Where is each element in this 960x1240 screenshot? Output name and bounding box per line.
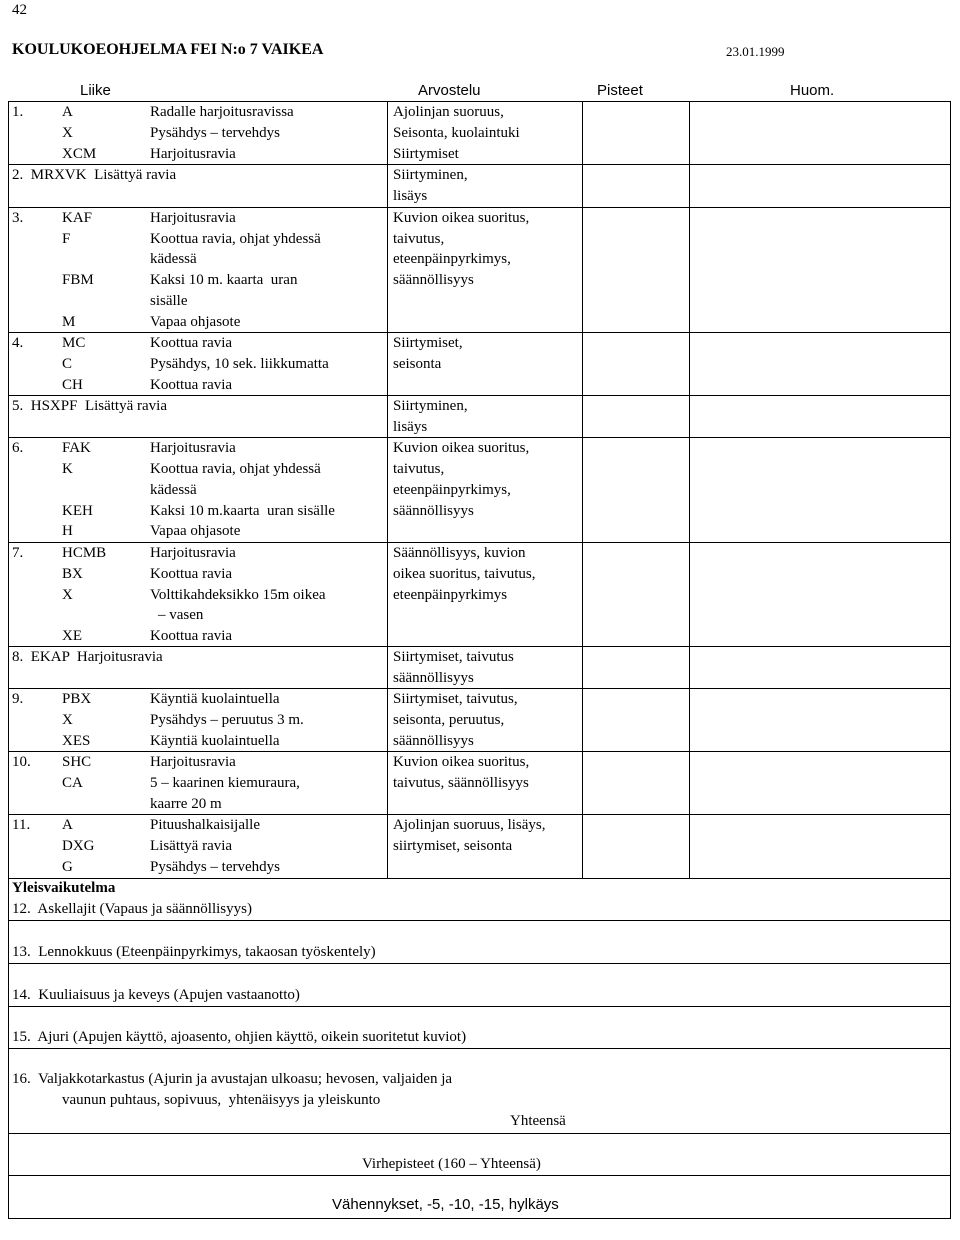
row-11-code: G xyxy=(62,859,73,875)
fault-points-label: Virhepisteet (160 – Yhteensä) xyxy=(362,1156,541,1172)
table-horizontal-rule xyxy=(8,1218,951,1219)
general-heading: Yleisvaikutelma xyxy=(12,880,116,896)
row-11-code: DXG xyxy=(62,838,95,854)
table-vertical-rule xyxy=(387,101,388,878)
page-title: KOULUKOEOHJELMA FEI N:o 7 VAIKEA xyxy=(12,41,324,58)
row-9-number: 9. xyxy=(12,691,24,707)
row-4-code: CH xyxy=(62,377,83,393)
row-3-code: F xyxy=(62,231,71,247)
row-8-criteria: säännöllisyys xyxy=(393,670,474,686)
row-11-movement: Pituushalkaisijalle xyxy=(150,817,260,833)
general-item-16: 16. Valjakkotarkastus (Ajurin ja avustajan ulkoasu; hevosen, valjaiden ja xyxy=(12,1071,453,1087)
row-6-code: KEH xyxy=(62,503,93,519)
header-arvostelu: Arvostelu xyxy=(418,82,481,99)
row-5-line: 5. HSXPF Lisättyä ravia xyxy=(12,398,167,414)
general-item-12: 12. Askellajit (Vapaus ja säännöllisyys) xyxy=(12,901,252,917)
row-6-code: FAK xyxy=(62,440,91,456)
row-4-criteria: Siirtymiset, xyxy=(393,335,463,351)
row-9-criteria: säännöllisyys xyxy=(393,733,474,749)
row-9-code: XES xyxy=(62,733,91,749)
row-1-code: XCM xyxy=(62,146,97,162)
row-1-code: A xyxy=(62,104,73,120)
row-4-movement: Koottua ravia xyxy=(150,377,233,393)
row-11-criteria: Ajolinjan suoruus, lisäys, xyxy=(393,817,546,833)
row-6-movement: Kaksi 10 m.kaarta uran sisälle xyxy=(150,503,335,519)
row-10-criteria: taivutus, säännöllisyys xyxy=(393,775,529,791)
row-3-number: 3. xyxy=(12,210,24,226)
table-vertical-rule xyxy=(950,101,951,878)
header-pisteet: Pisteet xyxy=(597,82,643,99)
row-3-criteria: eteenpäinpyrkimys, xyxy=(393,251,511,267)
row-5-criteria: lisäys xyxy=(393,419,428,435)
row-11-movement: Pysähdys – tervehdys xyxy=(150,859,280,875)
document-date: 23.01.1999 xyxy=(726,44,785,59)
row-3-code: FBM xyxy=(62,272,94,288)
row-11-number: 11. xyxy=(12,817,31,833)
row-10-criteria: Kuvion oikea suoritus, xyxy=(393,754,530,770)
general-item-13: 13. Lennokkuus (Eteenpäinpyrkimys, takaosan työskentely) xyxy=(12,944,376,960)
general-item-15: 15. Ajuri (Apujen käyttö, ajoasento, ohjien käyttö, oikein suoritetut kuviot) xyxy=(12,1029,467,1045)
table-horizontal-rule xyxy=(8,1175,951,1176)
row-6-movement: kädessä xyxy=(150,482,197,498)
row-10-movement: kaarre 20 m xyxy=(150,796,222,812)
row-3-criteria: Kuvion oikea suoritus, xyxy=(393,210,530,226)
row-1-number: 1. xyxy=(12,104,24,120)
row-9-movement: Käyntiä kuolaintuella xyxy=(150,691,280,707)
general-item-16-cont: vaunun puhtaus, sopivuus, yhtenäisyys ja yleiskunto xyxy=(62,1092,381,1108)
row-7-code: BX xyxy=(62,566,83,582)
row-6-criteria: säännöllisyys xyxy=(393,503,474,519)
row-7-movement: Koottua ravia xyxy=(150,566,233,582)
row-3-movement: Vapaa ohjasote xyxy=(150,314,241,330)
row-6-movement: Vapaa ohjasote xyxy=(150,523,241,539)
row-8-criteria: Siirtymiset, taivutus xyxy=(393,649,514,665)
row-6-movement: Harjoitusravia xyxy=(150,440,236,456)
row-6-movement: Koottua ravia, ohjat yhdessä xyxy=(150,461,321,477)
row-1-code: X xyxy=(62,125,73,141)
row-9-movement: Käyntiä kuolaintuella xyxy=(150,733,280,749)
row-3-criteria: säännöllisyys xyxy=(393,272,474,288)
row-7-criteria: Säännöllisyys, kuvion xyxy=(393,545,526,561)
row-3-code: KAF xyxy=(62,210,93,226)
row-6-criteria: taivutus, xyxy=(393,461,445,477)
general-item-14: 14. Kuuliaisuus ja keveys (Apujen vastaanotto) xyxy=(12,987,300,1003)
row-1-criteria: Ajolinjan suoruus, xyxy=(393,104,504,120)
row-3-code: M xyxy=(62,314,76,330)
row-5-criteria: Siirtyminen, xyxy=(393,398,468,414)
table-horizontal-rule xyxy=(8,1133,951,1134)
table-horizontal-rule xyxy=(8,1006,951,1007)
row-7-code: X xyxy=(62,587,73,603)
row-9-movement: Pysähdys – peruutus 3 m. xyxy=(150,712,304,728)
row-2-line: 2. MRXVK Lisättyä ravia xyxy=(12,167,177,183)
row-3-movement: Harjoitusravia xyxy=(150,210,236,226)
row-7-number: 7. xyxy=(12,545,24,561)
row-9-criteria: Siirtymiset, taivutus, xyxy=(393,691,518,707)
row-11-movement: Lisättyä ravia xyxy=(150,838,233,854)
row-7-movement: – vasen xyxy=(158,607,204,623)
row-3-movement: Koottua ravia, ohjat yhdessä xyxy=(150,231,321,247)
row-4-movement: Pysähdys, 10 sek. liikkumatta xyxy=(150,356,329,372)
row-8-line: 8. EKAP Harjoitusravia xyxy=(12,649,163,665)
row-1-criteria: Seisonta, kuolaintuki xyxy=(393,125,520,141)
row-6-criteria: Kuvion oikea suoritus, xyxy=(393,440,530,456)
row-3-criteria: taivutus, xyxy=(393,231,445,247)
row-1-movement: Pysähdys – tervehdys xyxy=(150,125,280,141)
total-label: Yhteensä xyxy=(510,1113,566,1129)
row-7-movement: Koottua ravia xyxy=(150,628,233,644)
row-7-movement: Volttikahdeksikko 15m oikea xyxy=(150,587,326,603)
row-10-movement: 5 – kaarinen kiemuraura, xyxy=(150,775,300,791)
row-9-code: PBX xyxy=(62,691,92,707)
row-4-movement: Koottua ravia xyxy=(150,335,233,351)
row-4-criteria: seisonta xyxy=(393,356,442,372)
row-6-criteria: eteenpäinpyrkimys, xyxy=(393,482,511,498)
row-9-criteria: seisonta, peruutus, xyxy=(393,712,505,728)
table-horizontal-rule xyxy=(8,920,951,921)
row-7-movement: Harjoitusravia xyxy=(150,545,236,561)
table-horizontal-rule xyxy=(8,878,951,879)
row-4-number: 4. xyxy=(12,335,24,351)
table-vertical-rule xyxy=(689,101,690,878)
row-7-code: XE xyxy=(62,628,82,644)
row-6-number: 6. xyxy=(12,440,24,456)
row-7-code: HCMB xyxy=(62,545,107,561)
row-3-movement: Kaksi 10 m. kaarta uran xyxy=(150,272,298,288)
table-vertical-rule xyxy=(8,101,9,878)
header-liike: Liike xyxy=(80,82,111,99)
header-huom: Huom. xyxy=(790,82,835,99)
row-9-code: X xyxy=(62,712,73,728)
row-10-movement: Harjoitusravia xyxy=(150,754,236,770)
row-10-number: 10. xyxy=(12,754,31,770)
row-1-movement: Radalle harjoitusravissa xyxy=(150,104,294,120)
row-6-code: K xyxy=(62,461,73,477)
row-1-criteria: Siirtymiset xyxy=(393,146,459,162)
row-10-code: SHC xyxy=(62,754,92,770)
row-4-code: C xyxy=(62,356,73,372)
row-7-criteria: oikea suoritus, taivutus, xyxy=(393,566,536,582)
row-11-code: A xyxy=(62,817,73,833)
row-2-criteria: lisäys xyxy=(393,188,428,204)
deductions-label: Vähennykset, -5, -10, -15, hylkäys xyxy=(332,1196,559,1213)
page-number: 42 xyxy=(12,2,27,18)
row-1-movement: Harjoitusravia xyxy=(150,146,236,162)
row-7-criteria: eteenpäinpyrkimys xyxy=(393,587,508,603)
row-3-movement: kädessä xyxy=(150,251,197,267)
row-3-movement: sisälle xyxy=(150,293,188,309)
table-horizontal-rule xyxy=(8,1048,951,1049)
row-6-code: H xyxy=(62,523,73,539)
row-10-code: CA xyxy=(62,775,83,791)
row-4-code: MC xyxy=(62,335,86,351)
row-11-criteria: siirtymiset, seisonta xyxy=(393,838,513,854)
table-horizontal-rule xyxy=(8,963,951,964)
row-2-criteria: Siirtyminen, xyxy=(393,167,468,183)
table-vertical-rule xyxy=(582,101,583,878)
